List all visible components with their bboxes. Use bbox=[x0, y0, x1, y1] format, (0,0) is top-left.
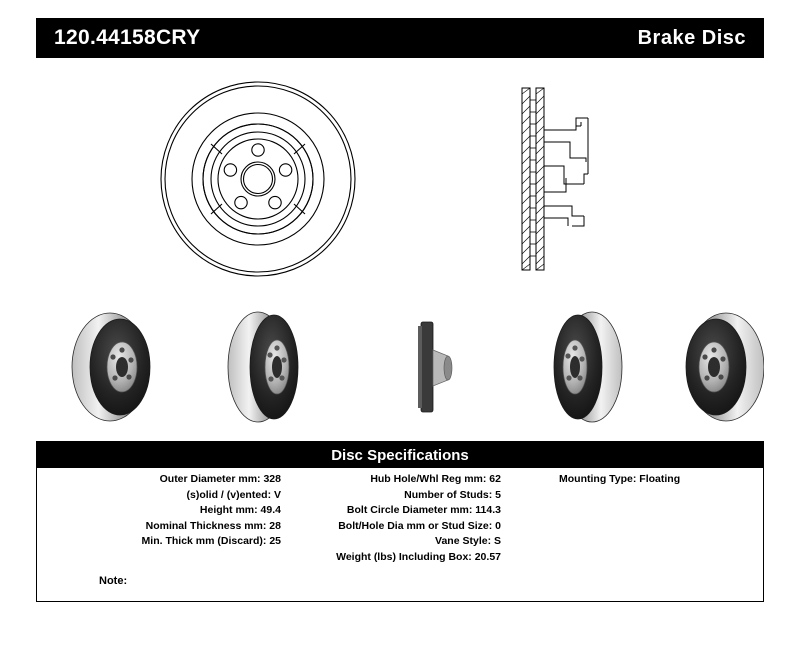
spec-solid-vented: (s)olid / (v)ented: V bbox=[186, 488, 281, 501]
title-bar bbox=[36, 18, 764, 58]
spec-outer-diameter: Outer Diameter mm: 328 bbox=[159, 473, 281, 485]
rotor-views-svg bbox=[36, 302, 764, 432]
spec-nominal-thickness: Nominal Thickness mm: 28 bbox=[145, 519, 281, 532]
spec-hub-hole: Hub Hole/Whl Reg mm: 62 bbox=[370, 473, 501, 485]
rotor-views-row bbox=[36, 302, 764, 432]
note-label: Note: bbox=[99, 575, 128, 587]
spec-column-middle bbox=[289, 472, 509, 565]
rotor-cross-section-drawing bbox=[522, 88, 588, 270]
spec-bolt-circle-diameter: Bolt Circle Diameter mm: 114.3 bbox=[346, 504, 501, 516]
rotor-face-drawing bbox=[36, 66, 764, 296]
spec-weight: Weight (lbs) Including Box: 20.57 bbox=[336, 550, 501, 563]
part-number: 120.44158CRY bbox=[54, 26, 201, 49]
spec-column-right bbox=[509, 472, 759, 565]
spec-min-thickness: Min. Thick mm (Discard): 25 bbox=[141, 535, 281, 547]
rotor-view-right-angled bbox=[686, 313, 764, 421]
spec-columns bbox=[37, 472, 763, 565]
rotor-view-left-angled bbox=[72, 313, 150, 421]
spec-title: Disc Specifications bbox=[331, 446, 469, 464]
top-drawing-area bbox=[36, 66, 764, 296]
spec-height: Height mm: 49.4 bbox=[199, 504, 281, 516]
rotor-view-right-front bbox=[554, 312, 622, 422]
spec-bolt-hole-dia: Bolt/Hole Dia mm or Stud Size: 0 bbox=[338, 519, 501, 532]
rotor-view-edge-on bbox=[418, 322, 452, 412]
spec-column-left bbox=[37, 472, 289, 565]
spec-mounting-type: Mounting Type: Floating bbox=[559, 473, 681, 485]
spec-vane-style: Vane Style: S bbox=[435, 535, 501, 547]
spec-title-bar bbox=[37, 442, 763, 468]
rotor-view-left-front bbox=[228, 312, 298, 422]
product-type-label: Brake Disc bbox=[637, 26, 746, 49]
spec-number-of-studs: Number of Studs: 5 bbox=[404, 488, 501, 501]
disc-specifications-panel bbox=[36, 441, 764, 602]
